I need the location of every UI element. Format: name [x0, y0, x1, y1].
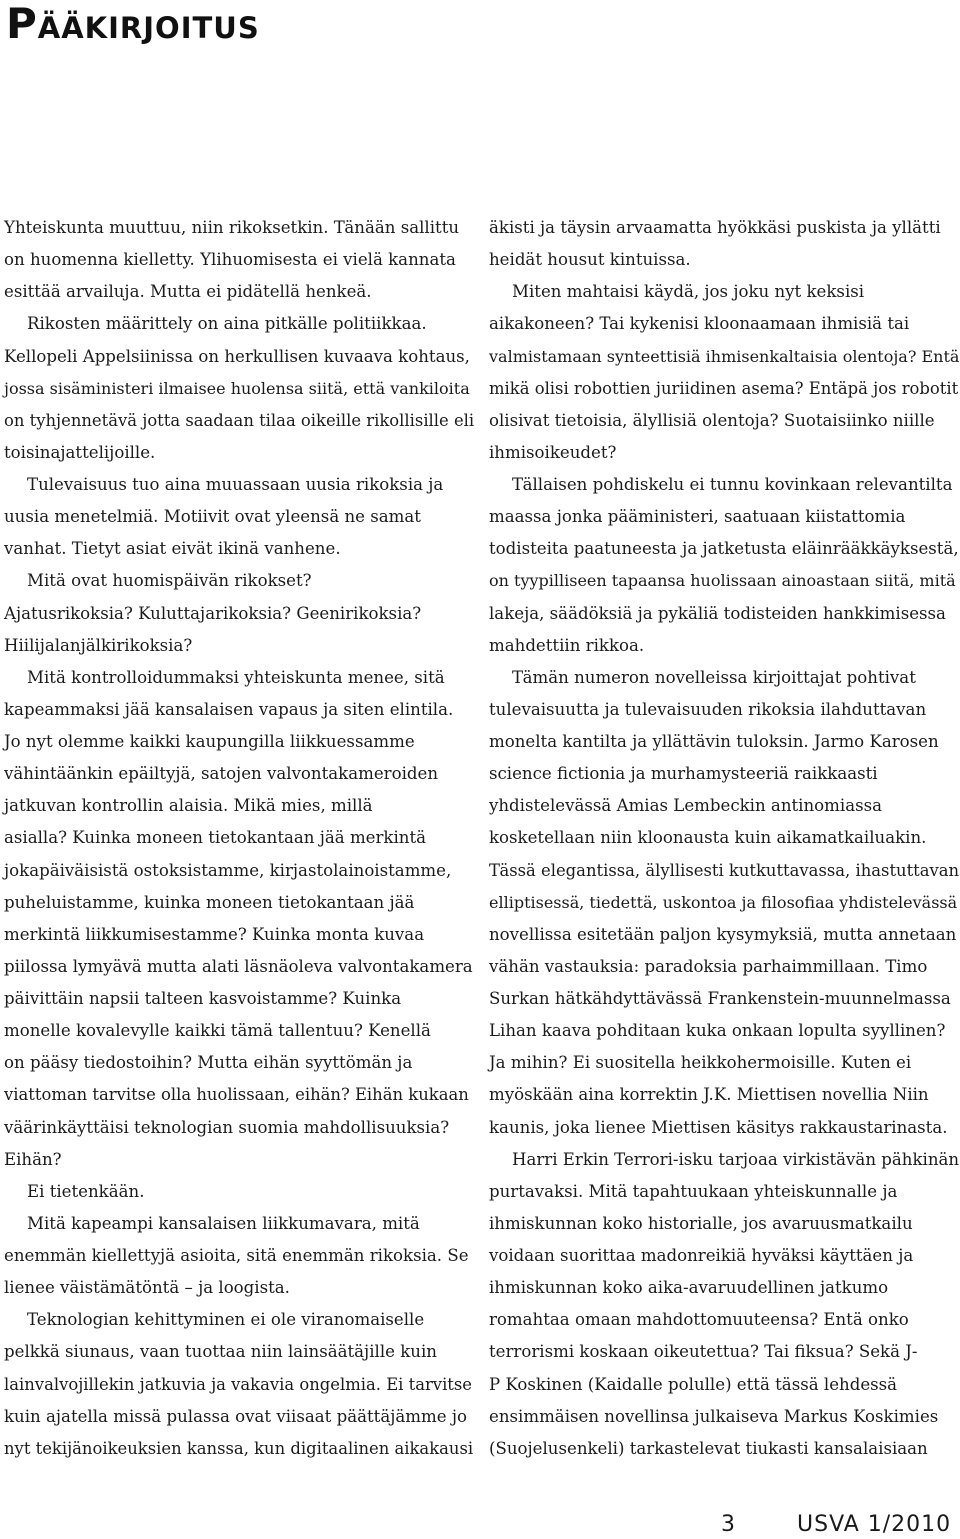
text-line: päivittäin napsii talteen kasvoistamme? Kuinka	[4, 989, 402, 1008]
text-line: piilossa lymyävä mutta alati läsnäoleva valvontakamera	[4, 956, 473, 976]
text-line: romahtaa omaan mahdottomuuteensa? Entä onko	[489, 1310, 909, 1330]
text-line: enemmän kiellettyjä asioita, sitä enemmän rikoksia. Se	[4, 1246, 469, 1265]
text-line: ihmisoikeudet?	[489, 442, 617, 462]
text-line: Hiilijalanjälkirikoksia?	[4, 635, 193, 655]
text-line: Tulevaisuus tuo aina muuassaan uusia rikoksia ja	[27, 475, 444, 494]
text-line: Tässä elegantissa, älyllisesti kutkuttavassa, ihastuttavan	[489, 860, 960, 880]
text-line: heidät housut kintuissa.	[489, 250, 691, 270]
text-line: Tällaisen pohdiskelu ei tunnu kovinkaan relevantilta	[512, 475, 953, 494]
text-line: väärinkäyttäisi teknologian suomia mahdollisuuksia?	[4, 1117, 450, 1137]
text-line: Ajatusrikoksia? Kuluttajarikoksia? Geenirikoksia?	[4, 603, 422, 623]
text-line: Eihän?	[4, 1149, 62, 1169]
left-column	[4, 212, 474, 1465]
right-column	[489, 212, 959, 1465]
text-line: vanhat. Tietyt asiat eivät ikinä vanhene.	[4, 539, 341, 559]
text-line: Mitä ovat huomispäivän rikokset?	[27, 571, 312, 591]
text-line: monelle kovalevylle kaikki tämä tallentuu? Kenellä	[4, 1021, 431, 1041]
text-line: kaunis, joka lienee Miettisen käsitys rakkaustarinasta.	[489, 1117, 948, 1137]
text-line: myöskään aina korrektin J.K. Miettisen novellia Niin	[489, 1085, 929, 1105]
text-line: kapeammaksi jää kansalaisen vapaus ja siten elintila.	[4, 699, 454, 719]
text-line: Jo nyt olemme kaikki kaupungilla liikkuessamme	[4, 732, 415, 751]
text-line: maassa jonka pääministeri, saatuaan kiistattomia	[489, 507, 906, 527]
text-line: nyt tekijänoikeuksien kanssa, kun digitaalinen aikakausi	[4, 1438, 474, 1458]
text-line: Tämän numeron novelleissa kirjoittajat pohtivat	[512, 667, 916, 687]
text-line: lakeja, säädöksiä ja pykäliä todisteiden hankkimisessa	[489, 603, 946, 623]
text-line: asialla? Kuinka moneen tietokantaan jää merkintä	[4, 828, 427, 848]
text-line: jatkuvan kontrollin alaisia. Mikä mies, millä	[4, 796, 373, 816]
text-line: Lihan kaava pohditaan kuka onkaan lopulta syyllinen?	[489, 1021, 946, 1041]
text-line: aikakoneen? Tai kykenisi kloonaamaan ihmisiä tai	[489, 314, 910, 334]
text-line: kosketellaan niin kloonausta kuin aikamatkailuakin.	[489, 828, 927, 848]
text-line: merkintä liikkumisestamme? Kuinka monta kuvaa	[4, 924, 425, 944]
text-line: elliptisessä, tiedettä, uskontoa ja filosofiaa yhdistelevässä	[489, 892, 958, 912]
text-line: toisinajattelijoille.	[4, 442, 156, 462]
text-line: purtavaksi. Mitä tapahtuukaan yhteiskunnalle ja	[489, 1181, 898, 1201]
issue-label: USVA 1/2010	[797, 1512, 952, 1537]
text-line: lainvalvojillekin jatkuvia ja vakavia ongelmia. Ei tarvitse	[4, 1374, 473, 1394]
text-line: Rikosten määrittely on aina pitkälle politiikkaa.	[27, 314, 427, 334]
page-number: 3	[721, 1512, 736, 1537]
text-line: esittää arvailuja. Mutta ei pidätellä henkeä.	[4, 282, 372, 302]
text-line: Miten mahtaisi käydä, jos joku nyt keksisi	[512, 282, 865, 302]
text-line: terrorismi koskaan oikeutettua? Tai fiksua? Sekä J-	[489, 1342, 918, 1362]
text-line: uusia menetelmiä. Motiivit ovat yleensä ne samat	[4, 507, 421, 527]
text-line: vähän vastauksia: paradoksia parhaimmillaan. Timo	[489, 956, 928, 976]
text-line: tulevaisuutta ja tulevaisuuden rikoksia ilahduttavan	[489, 699, 927, 719]
text-line: on huomenna kielletty. Ylihuomisesta ei vielä kannata	[4, 250, 456, 270]
text-line: puheluistamme, kuinka moneen tietokantaan jää	[4, 892, 415, 912]
text-line: science fictionia ja murhamysteeriä raikkaasti	[489, 764, 878, 784]
text-line: Teknologian kehittyminen ei ole viranomaiselle	[27, 1310, 425, 1330]
text-line: viattoman tarvitse olla huolissaan, eihän? Eihän kukaan	[4, 1085, 469, 1105]
text-line: Mitä kontrolloidummaksi yhteiskunta menee, sitä	[27, 667, 445, 687]
text-line: novellissa esitetään paljon kysymyksiä, mutta annetaan	[489, 924, 957, 944]
page-title: Pääkirjoitus	[6, 0, 260, 48]
text-line: on tyhjennetävä jotta saadaan tilaa oikeille rikollisille eli	[4, 410, 475, 430]
text-line: Kellopeli Appelsiinissa on herkullisen kuvaava kohtaus,	[4, 346, 470, 366]
text-line: todisteita paatuneesta ja jatketusta eläinrääkkäyksestä,	[489, 539, 959, 559]
text-line: mahdettiin rikkoa.	[489, 635, 645, 655]
text-line: Yhteiskunta muuttuu, niin rikoksetkin. Tänään sallittu	[4, 218, 460, 237]
text-line: äkisti ja täysin arvaamatta hyökkäsi puskista ja yllätti	[489, 218, 941, 237]
text-line: monelta kantilta ja yllättävin tuloksin. Jarmo Karosen	[489, 732, 939, 751]
text-line: jokapäiväisistä ostoksistamme, kirjastolainoistamme,	[4, 860, 452, 880]
text-line: voidaan suorittaa madonreikiä hyväksi käyttäen ja	[489, 1246, 914, 1265]
text-line: pelkkä siunaus, vaan tuottaa niin lainsäätäjille kuin	[4, 1342, 437, 1362]
text-line: ihmiskunnan koko historialle, jos avaruusmatkailu	[489, 1213, 913, 1233]
text-line: valmistamaan synteettisiä ihmisenkaltaisia olentoja? Entä	[489, 346, 960, 366]
text-line: vähintäänkin epäiltyjä, satojen valvontakameroiden	[4, 764, 439, 784]
text-line: P Koskinen (Kaidalle polulle) että tässä lehdessä	[489, 1374, 898, 1394]
text-line: ensimmäisen novellinsa julkaiseva Markus Koskimies	[489, 1406, 939, 1426]
text-line: olisivat tietoisia, älyllisiä olentoja? Suotaisiinko niille	[489, 410, 935, 430]
text-line: Ja mihin? Ei suositella heikkohermoisille. Kuten ei	[489, 1053, 912, 1073]
text-line: Harri Erkin Terrori-isku tarjoaa virkistävän pähkinän	[512, 1149, 960, 1169]
text-line: Ei tietenkään.	[27, 1181, 145, 1201]
text-line: on pääsy tiedostoihin? Mutta eihän syyttömän ja	[4, 1053, 413, 1073]
text-line: on tyypilliseen tapaansa huolissaan ainoastaan siitä, mitä	[489, 571, 956, 591]
text-line: yhdistelevässä Amias Lembeckin antinomiassa	[489, 796, 883, 816]
text-line: kuin ajatella missä pulassa ovat viisaat päättäjämme jo	[4, 1406, 467, 1426]
text-line: mikä olisi robottien juriidinen asema? Entäpä jos robotit	[489, 378, 959, 398]
text-line: ihmiskunnan koko aika-avaruudellinen jatkumo	[489, 1278, 889, 1298]
text-line: jossa sisäministeri ilmaisee huolensa siitä, että vankiloita	[4, 378, 470, 398]
text-line: (Suojelusenkeli) tarkastelevat tiukasti kansalaisiaan	[489, 1438, 928, 1458]
text-line: Mitä kapeampi kansalaisen liikkumavara, mitä	[27, 1213, 420, 1233]
text-line: lienee väistämätöntä – ja loogista.	[4, 1278, 290, 1298]
text-line: Surkan hätkähdyttävässä Frankenstein-muunnelmassa	[489, 989, 951, 1008]
